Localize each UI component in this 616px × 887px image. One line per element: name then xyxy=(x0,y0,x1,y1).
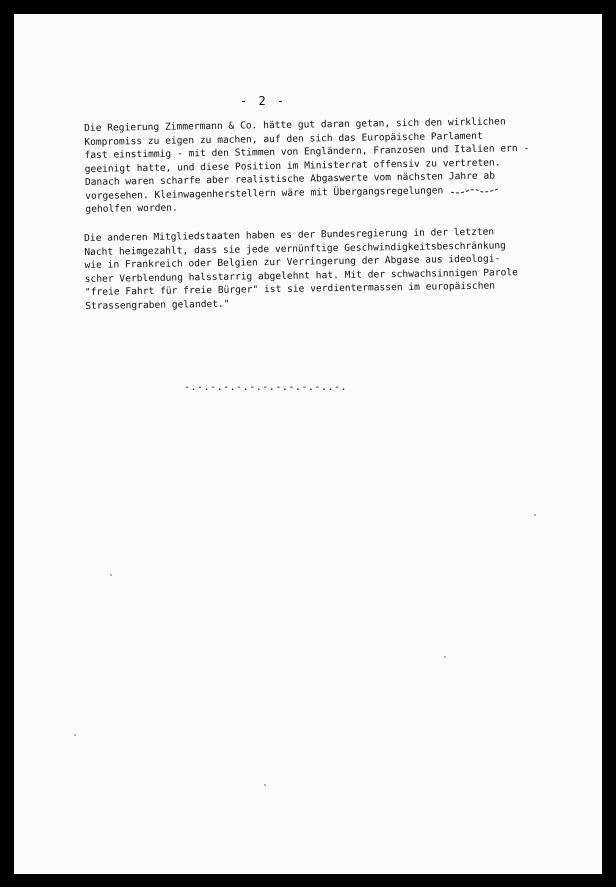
page-number: - 2 - xyxy=(240,94,287,108)
handwritten-mark xyxy=(449,184,501,195)
document-page xyxy=(14,14,602,874)
paragraph-2 xyxy=(84,224,565,313)
paragraph-1-line: Die Regierung Zimmermann & Co. hätte gut daran getan, sich den wirklichen xyxy=(84,116,506,134)
paragraph-1-line: Danach waren scharfe aber realistische Abgaswerte vom nächsten Jahre ab xyxy=(84,170,496,188)
paragraph-2-line: scher Verblendung halsstarrig abgelehnt hat. Mit der schwachsinnigen Parole xyxy=(84,266,518,285)
scan-speck xyxy=(444,656,446,658)
paragraph-2-line: wie in Frankreich oder Belgien zur Verringerung der Abgase aus ideologi- xyxy=(84,253,501,271)
paragraph-2-line: Die anderen Mitgliedstaaten haben es der Bundesregierung in der letzten xyxy=(84,226,495,244)
paragraph-2-line: Nacht heimgezahlt, dass sie jede vernünftige Geschwindigkeitsbeschränkung xyxy=(84,239,507,258)
paragraph-2-line: "freie Fahrt für freie Bürger" ist sie verdientermassen im europäischen xyxy=(84,280,496,298)
paragraph-2-line: Strassengraben gelandet." xyxy=(85,298,230,312)
scan-speck xyxy=(534,514,536,516)
paragraph-1-line: geholfen worden. xyxy=(85,202,178,215)
section-separator: -.-.-.-.-.-.-.-.-.-.-..-. xyxy=(184,382,348,393)
scan-speck xyxy=(264,784,266,786)
paragraph-1 xyxy=(84,114,565,216)
scan-speck xyxy=(110,574,112,576)
paragraph-1-line-text: vorgesehen. Kleinwagenherstellern wäre mit Übergangsregelungen xyxy=(85,184,444,202)
paragraph-1-line: Kompromiss zu eigen zu machen, auf den sich das Europäische Parlament xyxy=(84,130,483,148)
paragraph-1-line: geeinigt hatte, und diese Position im Ministerrat offensiv zu vertreten. xyxy=(84,156,501,175)
paragraph-1-line: fast einstimmig - mit den Stimmen von Engländern, Franzosen und Italien ern - xyxy=(84,143,530,161)
scan-speck xyxy=(74,734,76,736)
